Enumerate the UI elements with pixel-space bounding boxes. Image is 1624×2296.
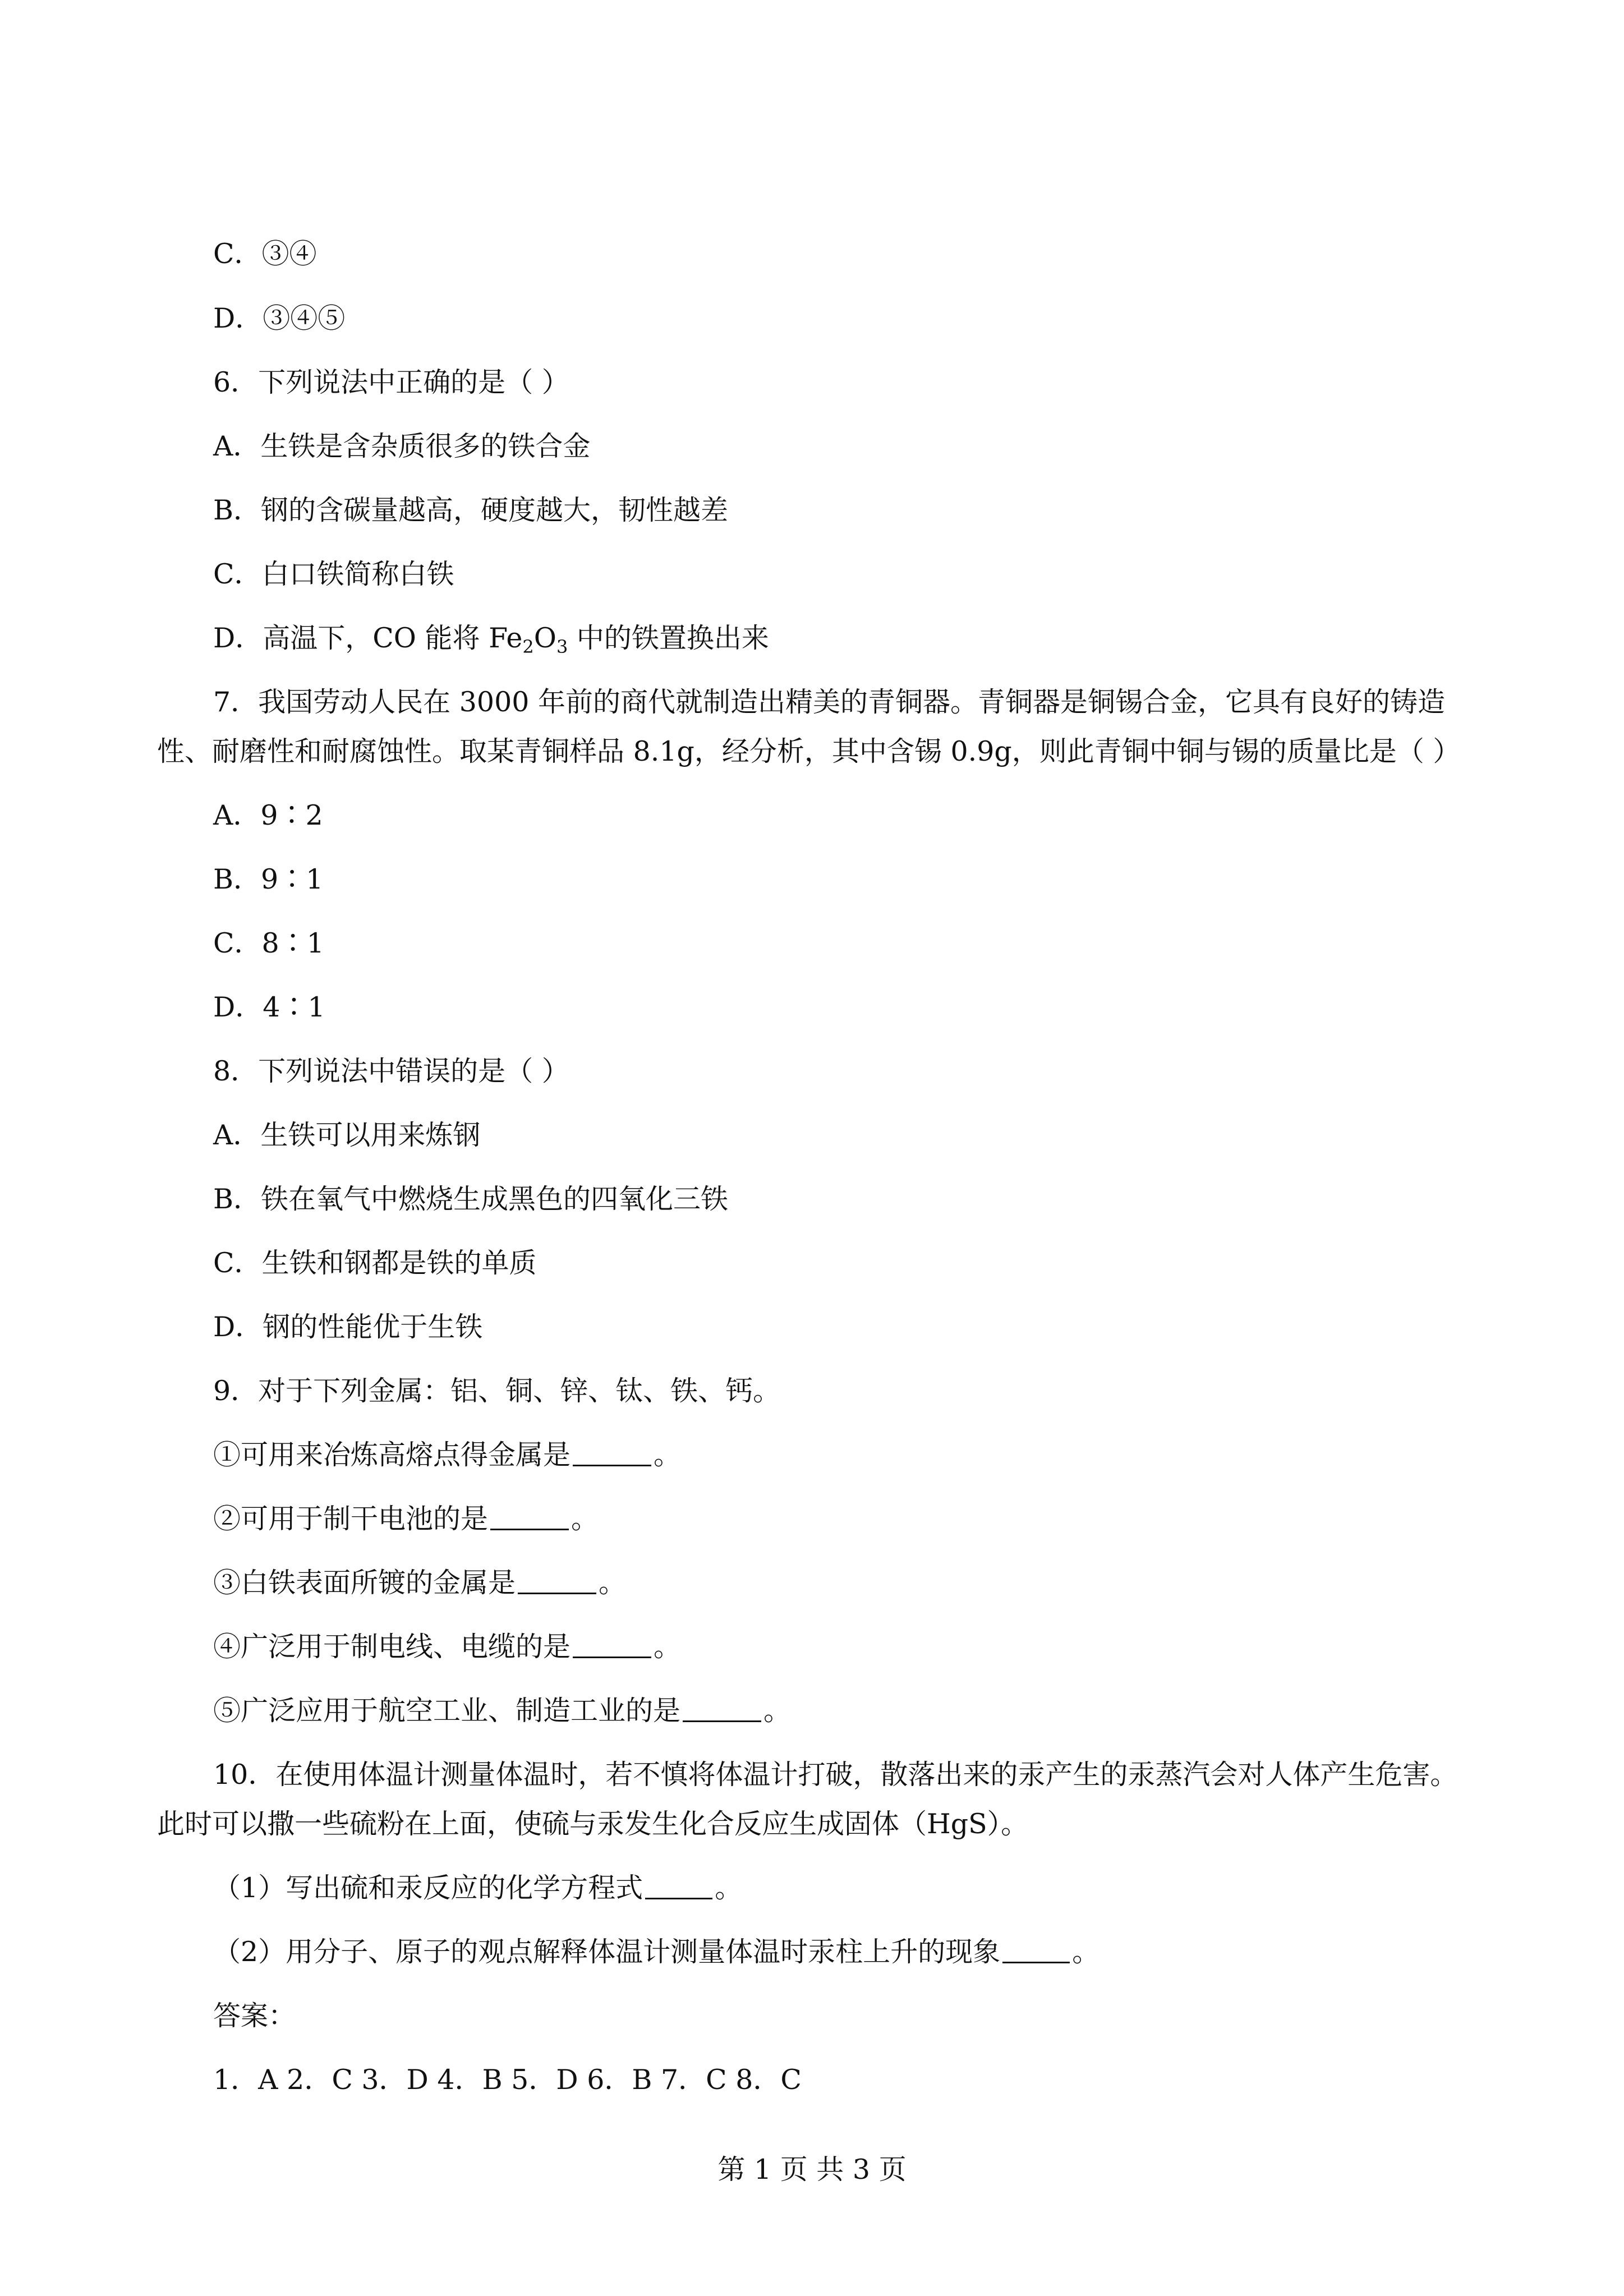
q6-option-d bbox=[213, 622, 769, 655]
q5-option-d: D．③④⑤ bbox=[213, 302, 346, 334]
period: 。 bbox=[599, 1567, 627, 1599]
q7-stem-line-1: 7．我国劳动人民在 3000 年前的商代就制造出精美的青铜器。青铜器是铜锡合金，它具有良好的铸造 bbox=[213, 686, 1446, 718]
q9-part-5-text: ⑤广泛应用于航空工业、制造工业的是 bbox=[213, 1695, 681, 1727]
q10-part-2-text: （2）用分子、原子的观点解释体温计测量体温时汞柱上升的现象 bbox=[213, 1936, 1001, 1968]
q7-stem-line-2: 性、耐磨性和耐腐蚀性。取某青铜样品 8.1g，经分析，其中含锡 0.9g，则此青铜中铜与锡的质量比是（ ） bbox=[157, 735, 1461, 767]
q6-option-d-text-post: 中的铁置换出来 bbox=[568, 622, 769, 654]
q6-option-d-text-pre: D．高温下，CO 能将 Fe bbox=[213, 622, 523, 654]
q6-stem: 6．下列说法中正确的是（ ） bbox=[213, 366, 569, 398]
answer-blank[interactable] bbox=[573, 1440, 651, 1466]
answer-blank[interactable] bbox=[645, 1873, 712, 1899]
period: 。 bbox=[571, 1503, 599, 1535]
q9-part-1 bbox=[213, 1438, 681, 1472]
q8-option-a: A．生铁可以用来炼钢 bbox=[213, 1119, 481, 1151]
q5-option-c: C．③④ bbox=[213, 238, 317, 270]
period: 。 bbox=[763, 1695, 792, 1727]
q8-option-c: C．生铁和钢都是铁的单质 bbox=[213, 1247, 537, 1279]
q9-part-2-text: ②可用于制干电池的是 bbox=[213, 1503, 489, 1535]
q6-option-c: C．白口铁简称白铁 bbox=[213, 558, 454, 590]
q9-part-3 bbox=[213, 1566, 626, 1600]
q9-part-3-text: ③白铁表面所镀的金属是 bbox=[213, 1567, 516, 1599]
q7-option-d: D．4∶1 bbox=[213, 991, 325, 1023]
period: 。 bbox=[715, 1872, 743, 1904]
q9-part-5 bbox=[213, 1694, 791, 1728]
q10-part-1 bbox=[213, 1871, 742, 1905]
q7-option-b: B．9∶1 bbox=[213, 863, 324, 895]
q9-stem: 9．对于下列金属：铝、铜、锌、钛、铁、钙。 bbox=[213, 1375, 781, 1407]
q10-stem-line-2: 此时可以撒一些硫粉在上面，使硫与汞发生化合反应生成固体（HgS）。 bbox=[157, 1808, 1029, 1840]
q10-part-2 bbox=[213, 1935, 1099, 1969]
answer-blank[interactable] bbox=[683, 1696, 761, 1722]
answer-blank[interactable] bbox=[518, 1568, 596, 1594]
q9-part-4 bbox=[213, 1630, 681, 1664]
q6-option-d-subscript-2: 3 bbox=[556, 636, 568, 657]
answer-blank[interactable] bbox=[490, 1504, 569, 1530]
q6-option-d-text-mid: O bbox=[533, 622, 556, 654]
answer-blank[interactable] bbox=[1002, 1937, 1070, 1963]
q7-option-a: A．9∶2 bbox=[213, 799, 323, 831]
q6-option-b: B．钢的含碳量越高，硬度越大，韧性越差 bbox=[213, 494, 729, 526]
q6-option-a: A．生铁是含杂质很多的铁合金 bbox=[213, 430, 591, 462]
period: 。 bbox=[654, 1631, 682, 1663]
q10-stem-line-1: 10．在使用体温计测量体温时，若不慎将体温计打破，散落出来的汞产生的汞蒸汽会对人体产生危害。 bbox=[213, 1759, 1458, 1791]
page-footer: 第 1 页 共 3 页 bbox=[717, 2154, 907, 2185]
q8-option-b: B．铁在氧气中燃烧生成黑色的四氧化三铁 bbox=[213, 1183, 729, 1215]
q8-stem: 8．下列说法中错误的是（ ） bbox=[213, 1055, 569, 1087]
period: 。 bbox=[1072, 1936, 1100, 1968]
q7-option-c: C．8∶1 bbox=[213, 927, 324, 959]
answers-label: 答案： bbox=[213, 2000, 296, 2032]
q9-part-4-text: ④广泛用于制电线、电缆的是 bbox=[213, 1631, 571, 1663]
answers-list: 1．A 2．C 3．D 4．B 5．D 6．B 7．C 8．C bbox=[213, 2064, 802, 2096]
q9-part-2 bbox=[213, 1502, 599, 1536]
q8-option-d: D．钢的性能优于生铁 bbox=[213, 1311, 483, 1343]
q10-part-1-text: （1）写出硫和汞反应的化学方程式 bbox=[213, 1872, 643, 1904]
q9-part-1-text: ①可用来冶炼高熔点得金属是 bbox=[213, 1439, 571, 1471]
period: 。 bbox=[654, 1439, 682, 1471]
q6-option-d-subscript-1: 2 bbox=[522, 636, 534, 657]
answer-blank[interactable] bbox=[573, 1632, 651, 1658]
